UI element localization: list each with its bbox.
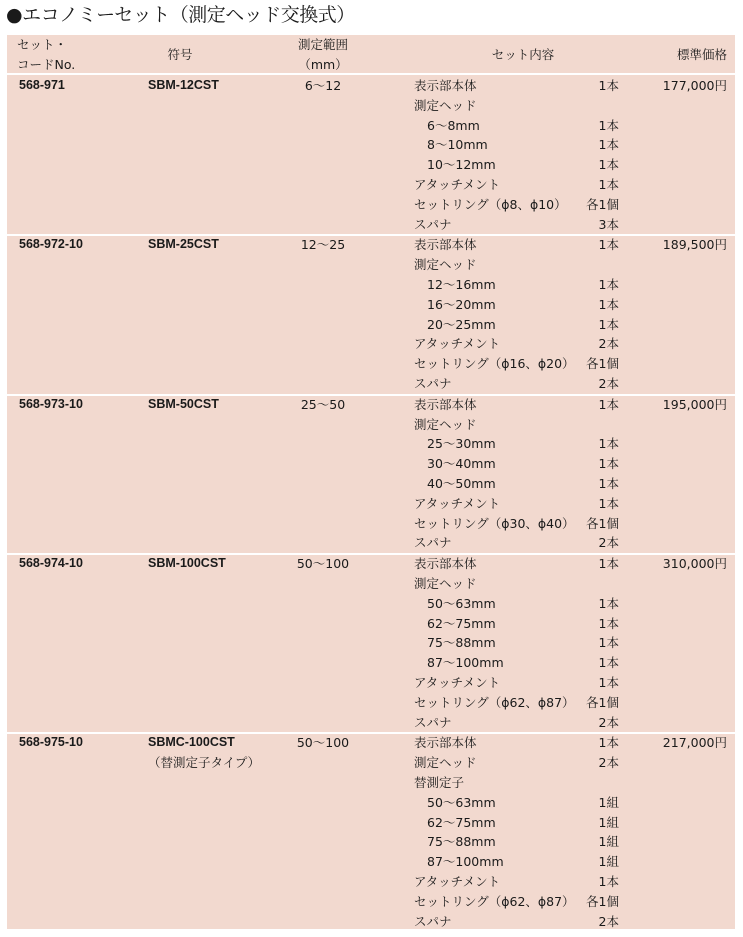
set-item-qty: 1組 (598, 834, 619, 850)
header-symbol: 符号 (167, 47, 193, 62)
set-item-qty: 1本 (598, 78, 619, 93)
set-item-name: 50～63mm (427, 595, 496, 611)
measuring-range: 50～100 (296, 556, 350, 572)
set-item-name: スパナ (414, 913, 452, 929)
set-item-name: セットリング（ϕ62、ϕ87） (414, 694, 575, 710)
set-item-qty: 2本 (598, 535, 619, 551)
set-item-name: セットリング（ϕ8、ϕ10） (414, 196, 567, 212)
set-item-name: アタッチメント (414, 177, 501, 192)
table-header (7, 35, 735, 73)
set-item-qty: 2本 (598, 336, 619, 352)
set-item-name: 25～30mm (427, 436, 496, 452)
page-title: ●エコノミーセット（測定ヘッド交換式） (6, 4, 355, 26)
set-item-qty: 1本 (598, 635, 619, 651)
set-item-qty: 1組 (598, 814, 619, 830)
header-divider (7, 73, 735, 75)
header-code-line2: コードNo. (17, 57, 76, 72)
model-symbol: SBM-50CST (148, 396, 219, 411)
set-item-name: 表示部本体 (414, 237, 477, 253)
set-item-name: 測定ヘッド (414, 97, 477, 113)
model-symbol: SBM-12CST (148, 78, 219, 92)
set-item-name: セットリング（ϕ30、ϕ40） (414, 515, 575, 531)
set-item-name: アタッチメント (414, 674, 501, 690)
set-item-name: アタッチメント (414, 495, 501, 511)
set-item-name: 表示部本体 (414, 735, 477, 751)
set-item-qty: 1本 (598, 177, 619, 192)
set-item-qty: 1本 (598, 276, 619, 292)
set-item-name: 20～25mm (427, 316, 496, 332)
set-item-name: 6～8mm (427, 117, 480, 133)
set-item-qty: 各1個 (586, 893, 619, 909)
set-item-name: セットリング（ϕ62、ϕ87） (414, 893, 575, 909)
measuring-range: 6～12 (304, 78, 342, 93)
set-item-name: 87～100mm (427, 854, 504, 870)
set-item-qty: 1本 (598, 456, 619, 472)
header-code-line1: セット・ (17, 37, 68, 52)
set-code: 568-974-10 (19, 556, 83, 571)
set-code: 568-973-10 (19, 396, 83, 411)
set-item-name: 75～88mm (427, 635, 496, 651)
set-item-qty: 1本 (598, 396, 619, 412)
set-item-qty: 1本 (598, 873, 619, 889)
set-item-qty: 1組 (598, 794, 619, 810)
list-price: 195,000円 (662, 396, 727, 412)
set-item-name: スパナ (414, 714, 452, 730)
set-item-qty: 各1個 (586, 356, 619, 372)
economy-set-table (7, 35, 735, 929)
set-item-qty: 1本 (598, 595, 619, 611)
table-row (7, 235, 735, 394)
list-price: 177,000円 (662, 78, 727, 93)
model-symbol: SBM-100CST (148, 556, 226, 571)
set-item-name: 30～40mm (427, 456, 496, 472)
set-item-qty: 各1個 (586, 515, 619, 531)
table-row (7, 554, 735, 733)
list-price: 310,000円 (662, 556, 727, 572)
set-item-qty: 1本 (598, 655, 619, 671)
measuring-range: 25～50 (300, 396, 346, 412)
set-item-name: スパナ (414, 535, 452, 551)
set-item-qty: 1本 (598, 436, 619, 452)
set-item-name: 87～100mm (427, 655, 504, 671)
set-item-name: 75～88mm (427, 834, 496, 850)
set-item-name: 50～63mm (427, 794, 496, 810)
set-item-qty: 1本 (598, 615, 619, 631)
set-item-qty: 3本 (598, 216, 619, 232)
set-code: 568-975-10 (19, 735, 83, 750)
set-item-qty: 各1個 (586, 694, 619, 710)
set-item-name: アタッチメント (414, 873, 501, 889)
measuring-range: 12～25 (300, 237, 346, 253)
set-item-qty: 1本 (598, 735, 619, 751)
header-contents: セット内容 (491, 47, 555, 62)
table-row (7, 395, 735, 554)
set-item-name: 8～10mm (427, 137, 488, 153)
model-symbol: SBM-25CST (148, 237, 219, 252)
set-item-qty: 1本 (598, 475, 619, 491)
set-item-name: 測定ヘッド (414, 755, 477, 771)
set-item-name: アタッチメント (414, 336, 501, 352)
list-price: 217,000円 (662, 735, 727, 751)
set-code: 568-972-10 (19, 237, 83, 252)
set-item-qty: 2本 (598, 913, 619, 929)
set-item-name: 測定ヘッド (414, 416, 477, 432)
set-item-qty: 1本 (598, 316, 619, 332)
table-row (7, 76, 735, 235)
list-price: 189,500円 (662, 237, 727, 253)
model-note: （替測定子タイプ） (148, 755, 261, 771)
set-item-name: 表示部本体 (414, 78, 477, 93)
set-item-name: 12～16mm (427, 276, 496, 292)
set-item-qty: 1組 (598, 854, 619, 870)
set-item-name: 40～50mm (427, 475, 496, 491)
set-item-name: 測定ヘッド (414, 257, 477, 273)
set-item-name: 62～75mm (427, 814, 496, 830)
set-item-qty: 2本 (598, 714, 619, 730)
set-item-qty: 1本 (598, 296, 619, 312)
set-item-name: 表示部本体 (414, 556, 477, 572)
set-item-name: 替測定子 (414, 774, 465, 790)
set-item-qty: 1本 (598, 137, 619, 153)
set-item-name: 測定ヘッド (414, 575, 477, 591)
header-range-line1: 測定範囲 (297, 37, 348, 52)
set-item-qty: 1本 (598, 495, 619, 511)
model-symbol: SBMC-100CST (148, 735, 235, 750)
set-item-qty: 1本 (598, 157, 619, 173)
set-item-name: 16～20mm (427, 296, 496, 312)
set-item-name: スパナ (414, 216, 452, 232)
set-item-name: 62～75mm (427, 615, 496, 631)
set-item-qty: 1本 (598, 556, 619, 572)
header-range-line2: （mm） (298, 57, 348, 72)
set-item-name: セットリング（ϕ16、ϕ20） (414, 356, 575, 372)
set-item-qty: 1本 (598, 237, 619, 253)
set-item-name: 表示部本体 (414, 396, 477, 412)
set-item-name: スパナ (414, 375, 452, 391)
set-code: 568-971 (19, 78, 65, 92)
set-item-qty: 各1個 (586, 196, 619, 212)
header-price: 標準価格 (676, 47, 727, 62)
table-row (7, 733, 735, 932)
set-item-qty: 1本 (598, 117, 619, 133)
measuring-range: 50～100 (296, 735, 350, 751)
set-item-name: 10～12mm (427, 157, 496, 173)
set-item-qty: 2本 (598, 755, 619, 771)
set-item-qty: 2本 (598, 375, 619, 391)
set-item-qty: 1本 (598, 674, 619, 690)
